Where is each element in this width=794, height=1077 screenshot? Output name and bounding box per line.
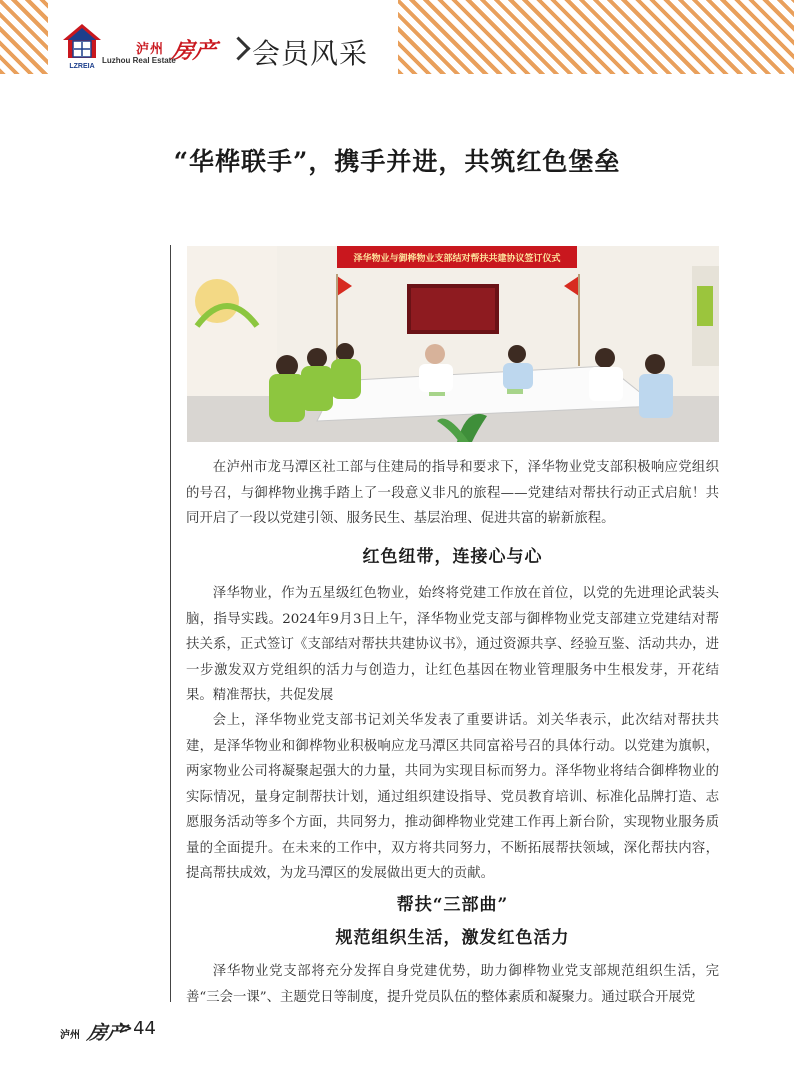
section-heading-2-line1: 帮扶“三部曲” bbox=[396, 895, 509, 915]
brand-script: 房产 bbox=[169, 38, 219, 64]
association-logo-icon bbox=[60, 22, 104, 70]
brand-name-en: Luzhou Real Estate bbox=[102, 56, 176, 65]
section-heading-2-line2: 规范组织生活，激发红色活力 bbox=[335, 928, 570, 948]
footer-brand-cn: 泸州 bbox=[60, 1030, 80, 1041]
section1-paragraph-1: 泽华物业，作为五星级红色物业，始终将党建工作放在首位，以党的先进理论武装头脑，指导实践。2024年9月3日上午，泽华物业党支部与御桦物业党支部建立党建结对帮扶关系，正式签订《支部结对帮扶共建协议书》，通过资源共享、经验互鉴、活动共办，进一步激发双方党组织的活力与创造力，让红色基因在物业管理服务中生根发芽，开花结果。 bbox=[186, 586, 719, 703]
logo-abbr: LZREIA bbox=[69, 63, 95, 70]
photo-banner-text: 泽华物业与御桦物业支部结对帮扶共建协议签订仪式 bbox=[353, 254, 561, 264]
brand-name-cn: 泸州 bbox=[136, 42, 165, 57]
section-heading-1: 红色纽带，连接心与心 bbox=[362, 547, 543, 567]
footer-brand-script: 房产 bbox=[85, 1022, 128, 1044]
page-number: >44 bbox=[118, 1018, 156, 1039]
chevron-right-icon bbox=[226, 36, 250, 60]
header-hatch-left bbox=[0, 0, 48, 74]
intro-paragraph: 在泸州市龙马潭区社工部与住建局的指导和要求下，泽华物业党支部积极响应党组织的号召，与御桦物业携手踏上了一段意义非凡的旅程——党建结对帮扶行动正式启航！共同开启了一段以党建引领、服务民生、基层治理、促进共富的崭新旅程。 bbox=[186, 460, 719, 526]
section-title: 会员风采 bbox=[252, 37, 369, 70]
column-rule bbox=[170, 245, 171, 1002]
header-hatch-right bbox=[398, 0, 794, 74]
section1-subheading: 精准帮扶，共促发展 bbox=[212, 688, 334, 703]
signing-ceremony-photo bbox=[187, 246, 719, 442]
section1-paragraph-2: 会上，泽华物业党支部书记刘关华发表了重要讲话。刘关华表示，此次结对帮扶共建，是泽华物业和御桦物业积极响应龙马潭区共同富裕号召的具体行动。以党建为旗帜，两家物业公司将凝聚起强大的力量，共同为实现目标而努力。泽华物业将结合御桦物业的实际情况，量身定制帮扶计划，通过组织建设指导、党员教育培训、标准化品牌打造、志愿服务活动等多个方面，共同努力，推动御桦物业党建工作再上新台阶，实现物业服务质量的全面提升。在未来的工作中，双方将共同努力，不断拓展帮扶领域，深化帮扶内容，提高帮扶成效，为龙马潭区的发展做出更大的贡献。 bbox=[186, 713, 719, 881]
section2-paragraph-1: 泽华物业党支部将充分发挥自身党建优势，助力御桦物业党支部规范组织生活，完善“三会一课”、主题党日等制度，提升党员队伍的整体素质和凝聚力。通过联合开展党 bbox=[186, 964, 719, 1005]
article-title: “华桦联手”，携手并进，共筑红色堡垒 bbox=[173, 147, 621, 176]
